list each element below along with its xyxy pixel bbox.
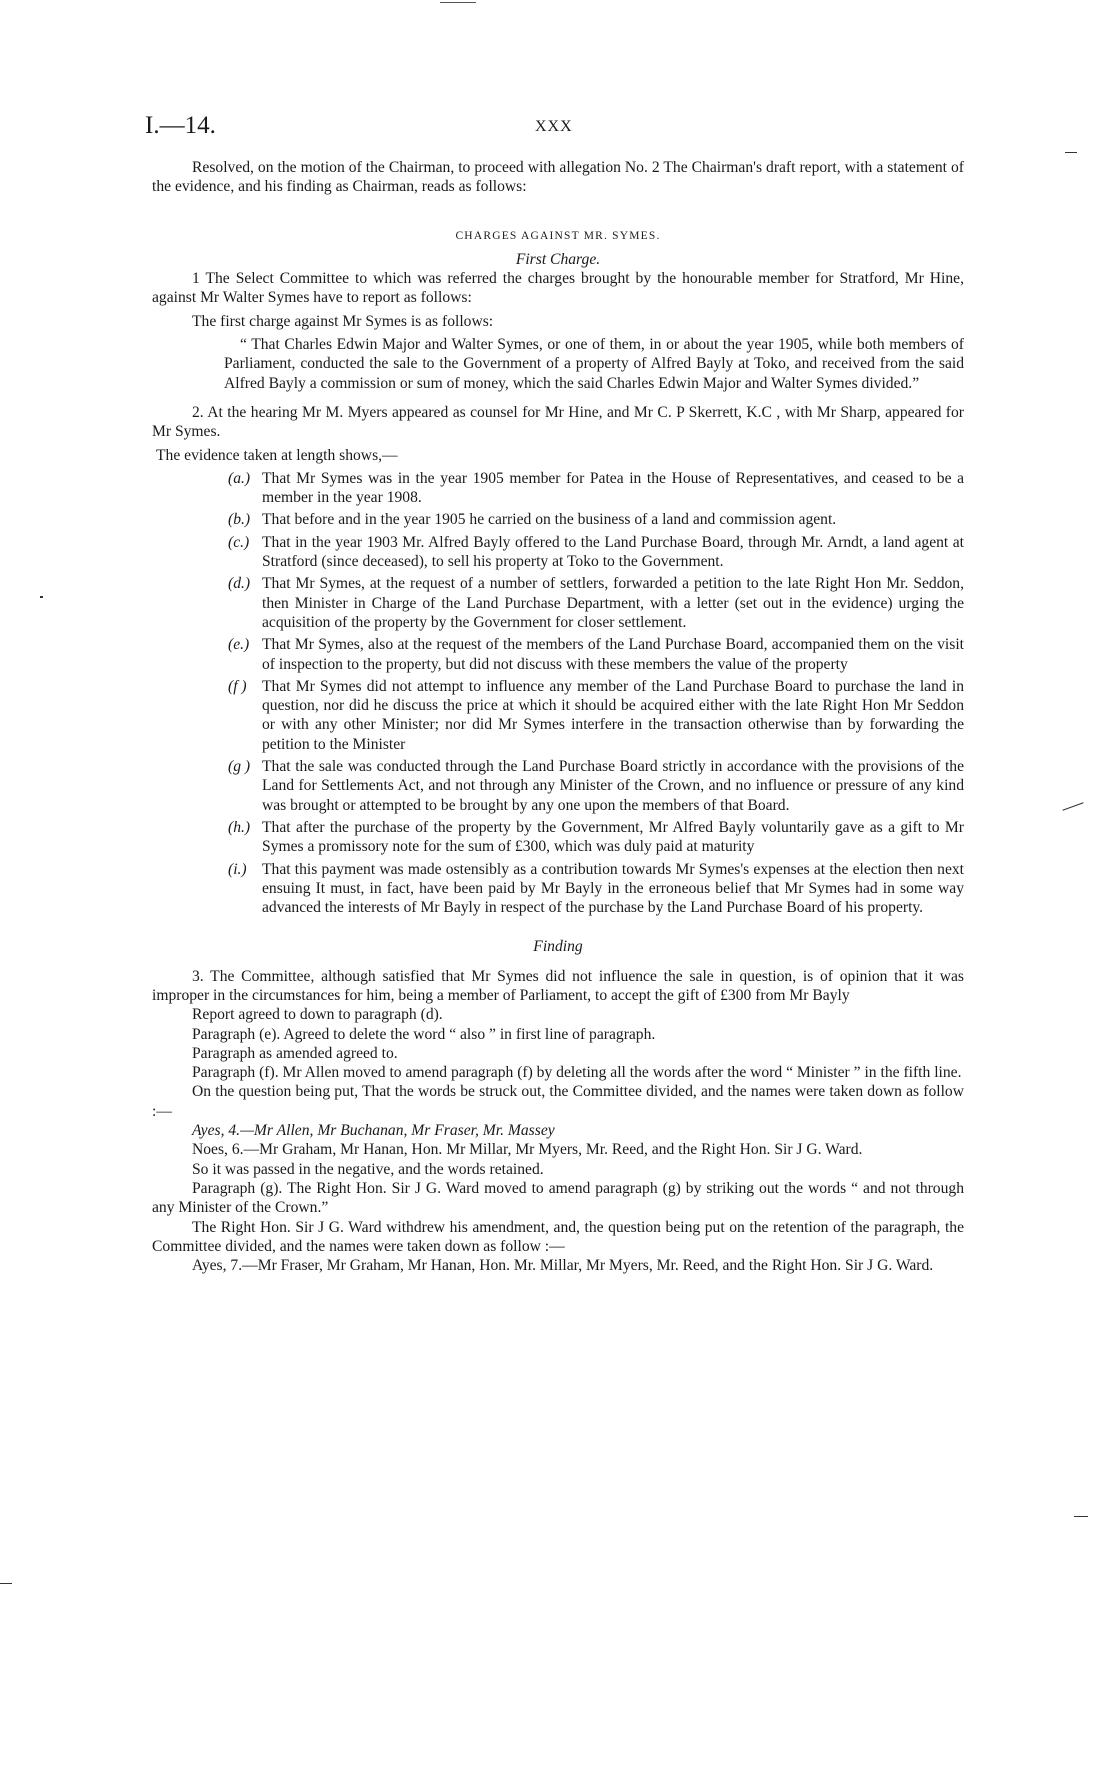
evidence-item: [228, 818, 964, 857]
proceeding-line: Paragraph (e). Agreed to delete the word “ also ” in first line of paragraph.: [192, 1025, 656, 1043]
evidence-label: (b.): [228, 511, 251, 529]
document-body: [152, 158, 964, 1275]
evidence-text: That the sale was conducted through the Land Purchase Board strictly in accordance with the provisions of the Land for Settlements Act, and not through any Minister of the Crown, and no influence or pressure of any kind was brought or attempted to be brought by any one upon the members of that Board.: [262, 758, 964, 814]
evidence-label: (g ): [228, 758, 251, 776]
finding-heading: Finding: [533, 938, 583, 956]
margin-mark: [1074, 1516, 1088, 1517]
evidence-item: [228, 469, 964, 508]
evidence-text: That Mr Symes, at the request of a number of settlers, forwarded a petition to the late Right Hon Mr. Seddon, then Minister in Charge of the Land Purchase Department, with a letter (set out in the evidence) urging the acquisition of the property by the Government for closer settlement.: [262, 575, 964, 631]
first-charge-intro: The first charge against Mr Symes is as follows:: [192, 312, 494, 330]
margin-mark: [0, 1583, 12, 1584]
proceeding-line: Report agreed to down to paragraph (d).: [192, 1006, 443, 1024]
document-reference: I.—14.: [145, 112, 216, 139]
charge-quote: “ That Charles Edwin Major and Walter Symes, or one of them, in or about the year 1905, while both members of Parliament, conducted the sale to the Government of a property of Alfred Bayly at Toko, and received from the said Alfred Bayly a commission or sum of money, which the said Charles Edwin Major and Walter Symes divided.”: [224, 336, 964, 392]
evidence-text: That after the purchase of the property by the Government, Mr Alfred Bayly voluntarily gave as a gift to Mr Symes a promissory note for the sum of £300, which was duly paid at maturity: [262, 818, 964, 856]
evidence-item: [228, 860, 964, 918]
intro-paragraph: Resolved, on the motion of the Chairman, to proceed with allegation No. 2 The Chairman's draft report, with a statement of the evidence, and his finding as Chairman, reads as follows:: [152, 159, 964, 196]
proceeding-line: On the question being put, That the words be struck out, the Committee divided, and the names were taken down as follow :—: [152, 1083, 964, 1120]
evidence-item: [228, 677, 964, 754]
ayes-vote: Ayes, 4.—Mr Allen, Mr Buchanan, Mr Fraser, Mr. Massey: [192, 1122, 555, 1140]
evidence-item: [228, 533, 964, 572]
evidence-item: [228, 635, 964, 674]
paragraph-1: 1 The Select Committee to which was referred the charges brought by the honourable member for Stratford, Mr Hine, against Mr Walter Symes have to report as follows:: [152, 270, 964, 307]
margin-mark: [1062, 802, 1083, 810]
paragraph-2: 2. At the hearing Mr M. Myers appeared as counsel for Mr Hine, and Mr C. P Skerrett, K.C , with Mr Sharp, appeared for Mr Symes.: [152, 403, 964, 441]
ayes-vote: Ayes, 7.—Mr Fraser, Mr Graham, Mr Hanan, Hon. Mr. Millar, Mr Myers, Mr. Reed, and the Right Hon. Sir J G. Ward.: [192, 1257, 934, 1275]
evidence-label: (c.): [228, 533, 250, 551]
page-number: XXX: [535, 118, 573, 135]
section-title: CHARGES AGAINST MR. SYMES.: [455, 229, 661, 242]
evidence-label: (f ): [228, 677, 247, 695]
evidence-item: [228, 510, 964, 529]
margin-mark: [1065, 152, 1077, 153]
evidence-text: That Mr Symes was in the year 1905 member for Patea in the House of Representatives, and ceased to be a member in the year 1908.: [262, 469, 964, 507]
top-rule: [440, 2, 476, 3]
evidence-text: That in the year 1903 Mr. Alfred Bayly offered to the Land Purchase Board, through Mr. Arndt, a land agent at Stratford (since deceased), to sell his property at Toko to the Government.: [262, 533, 964, 571]
evidence-label: (e.): [228, 636, 250, 654]
evidence-text: That Mr Symes, also at the request of the members of the Land Purchase Board, accompanied them on the visit of inspection to the property, but did not discuss with these members the value of the property: [262, 636, 964, 673]
evidence-item: [228, 757, 964, 815]
evidence-text: That Mr Symes did not attempt to influence any member of the Land Purchase Board to purchase the land in question, nor did he discuss the price at which it should be acquired either with the late Right Hon Mr Seddon or with any other Minister; nor did Mr Symes interfere in the transaction otherwise than by forwarding the petition to the Minister: [262, 677, 964, 753]
evidence-item: [228, 574, 964, 632]
evidence-label: (h.): [228, 818, 251, 836]
proceeding-line: Paragraph (g). The Right Hon. Sir J G. Ward moved to amend paragraph (g) by striking out the words “ and not through any Minister of the Crown.”: [152, 1179, 964, 1217]
evidence-label: (d.): [228, 575, 251, 593]
evidence-label: (a.): [228, 469, 251, 487]
proceeding-line: So it was passed in the negative, and the words retained.: [192, 1160, 544, 1178]
evidence-label: (i.): [228, 860, 247, 878]
evidence-intro: The evidence taken at length shows,—: [156, 446, 398, 464]
proceeding-line: Paragraph as amended agreed to.: [192, 1044, 398, 1062]
first-charge-heading: First Charge.: [515, 250, 601, 268]
margin-mark: [40, 596, 43, 598]
noes-vote: Noes, 6.—Mr Graham, Mr Hanan, Hon. Mr Millar, Mr Myers, Mr. Reed, and the Right Hon. Sir J G. Ward.: [192, 1141, 863, 1159]
evidence-text: That this payment was made ostensibly as a contribution towards Mr Symes's expenses at the election then next ensuing It must, in fact, have been paid by Mr Bayly in the erroneous belief that Mr Symes had in some way advanced the interests of Mr Bayly in respect of the purchase by the Land Purchase Board of his property.: [262, 860, 964, 917]
evidence-text: That before and in the year 1905 he carried on the business of a land and commission agent.: [262, 511, 837, 529]
proceeding-line: The Right Hon. Sir J G. Ward withdrew his amendment, and, the question being put on the retention of the paragraph, the Committee divided, and the names were taken down as follow :—: [152, 1218, 964, 1255]
paragraph-3: 3. The Committee, although satisfied that Mr Symes did not influence the sale in question, is of opinion that it was improper in the circumstances for him, being a member of Parliament, to accept the gift of £300 from Mr Bayly: [152, 967, 964, 1004]
proceeding-line: Paragraph (f). Mr Allen moved to amend paragraph (f) by deleting all the words after the word “ Minister ” in the fifth line.: [192, 1064, 962, 1082]
